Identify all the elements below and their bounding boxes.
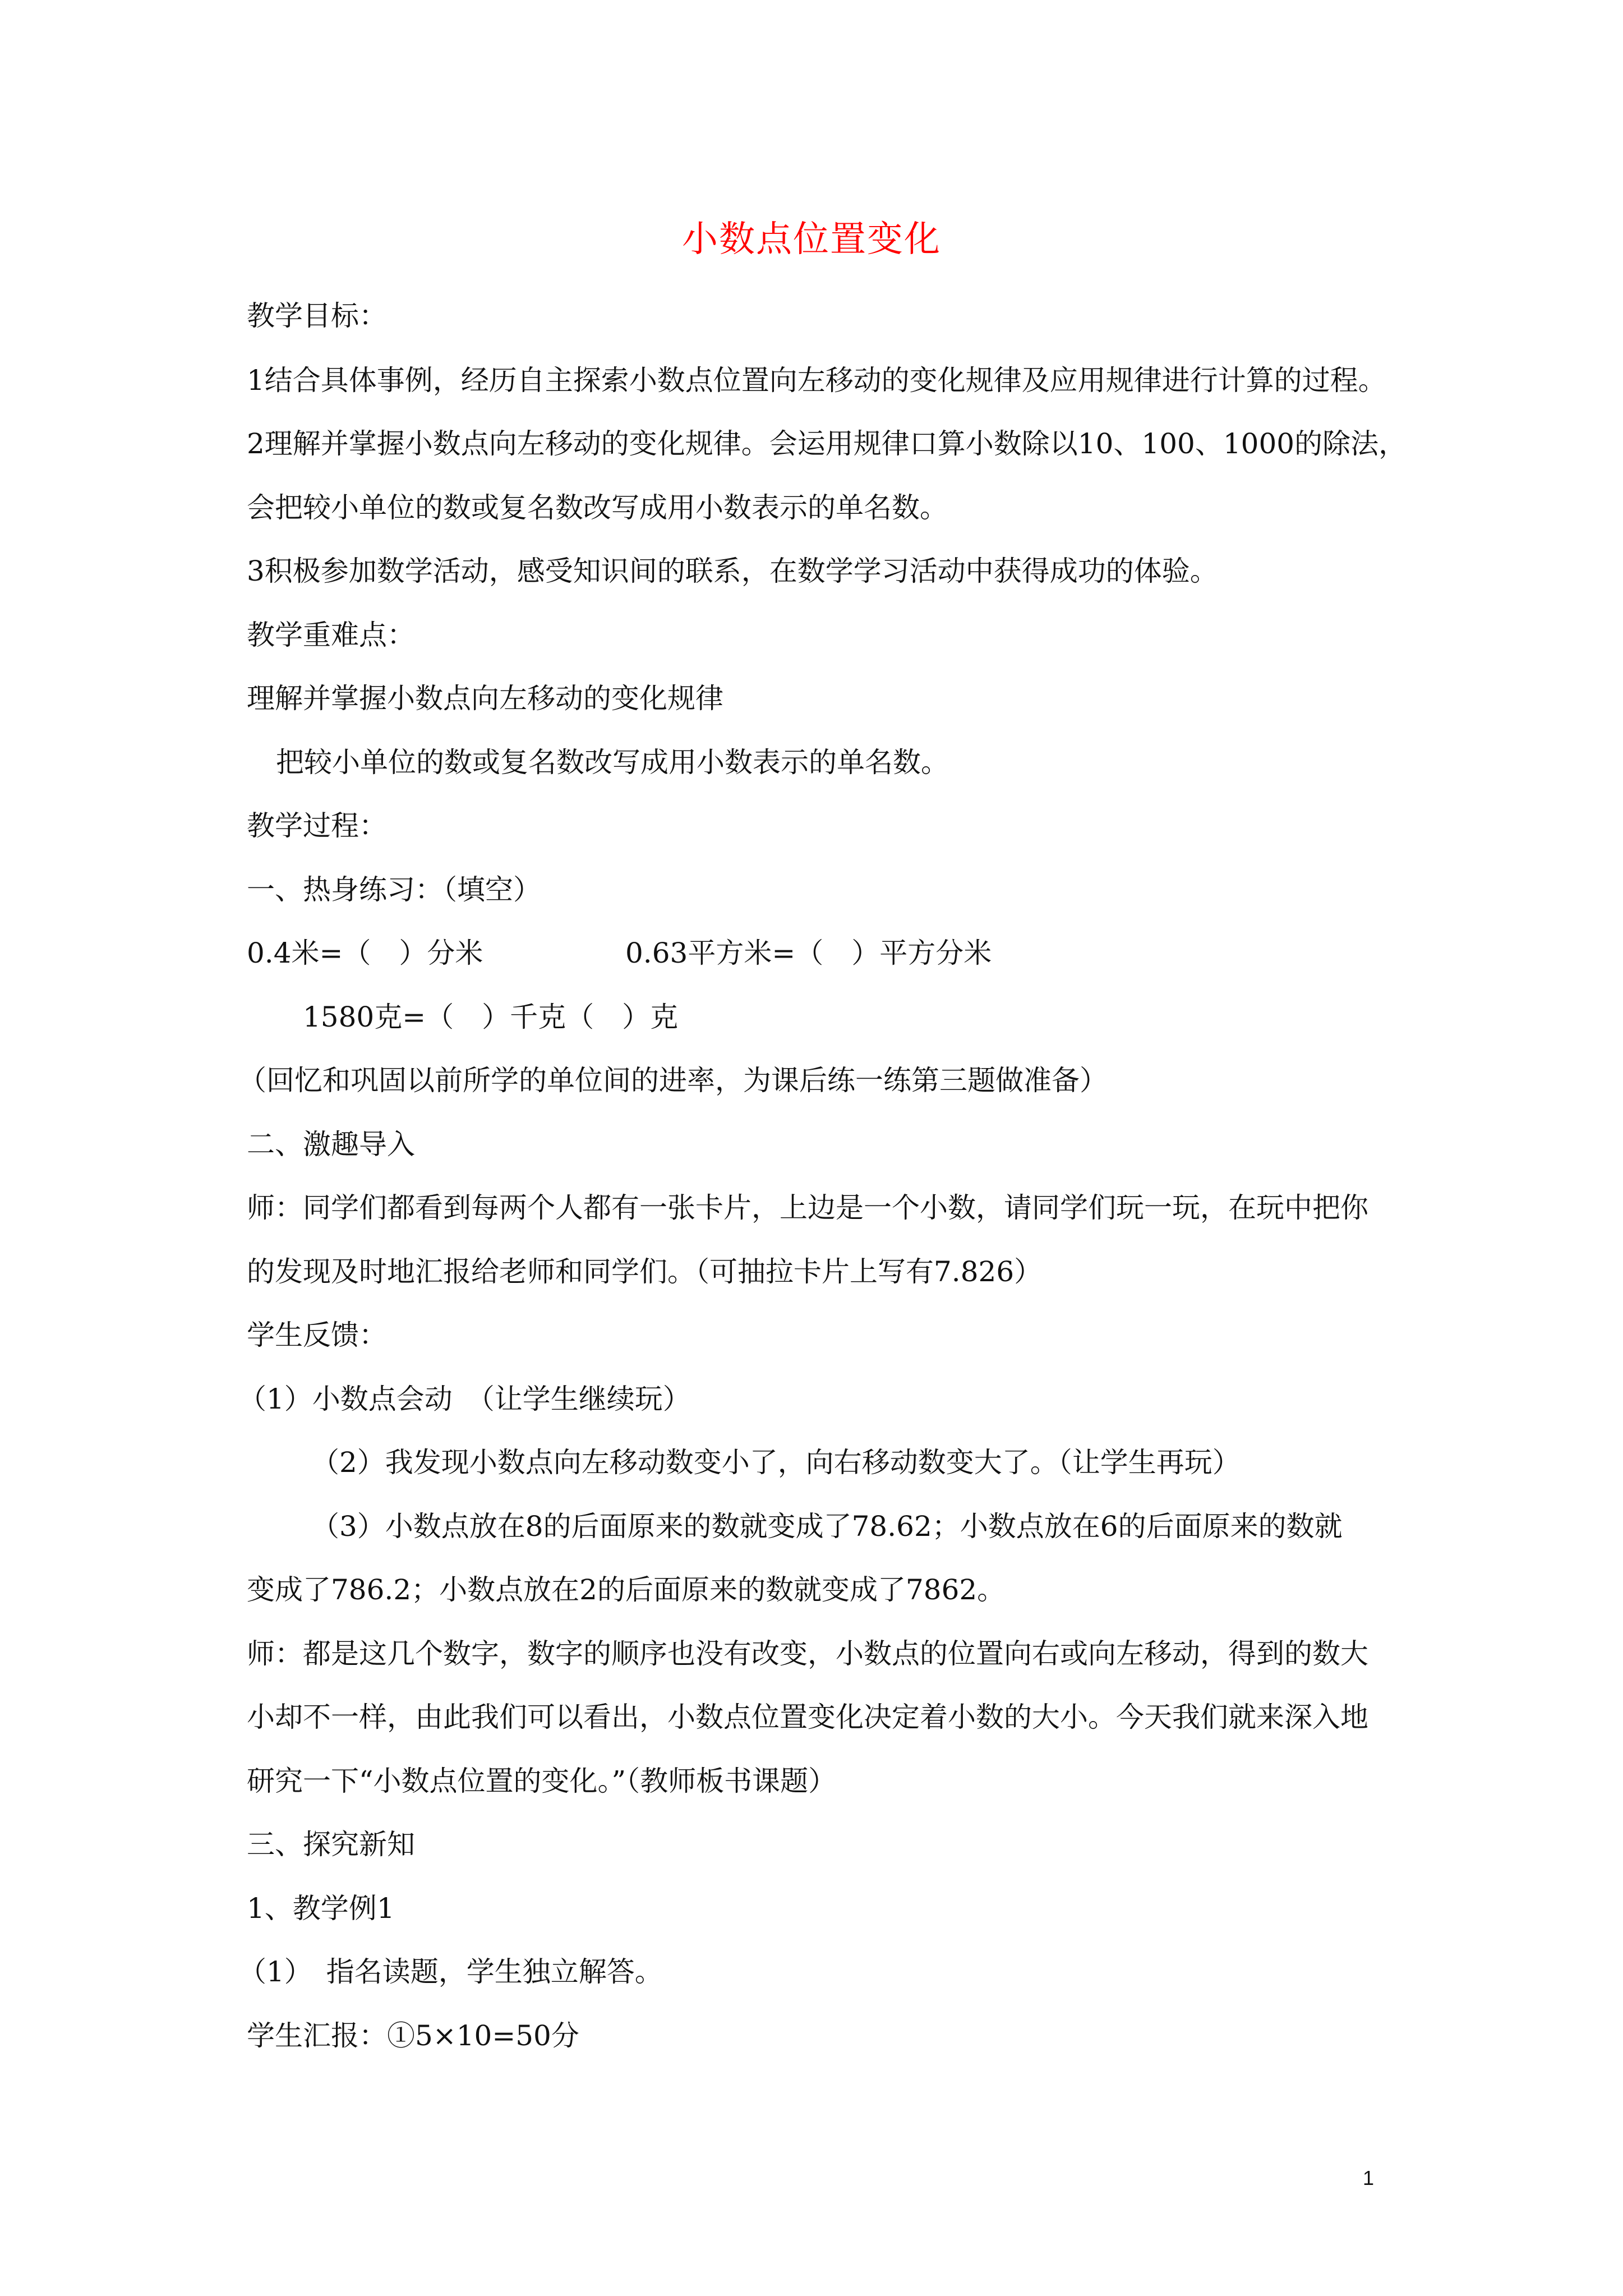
example-1-step-1: （1） 指名读题，学生独立解答。 [238,1955,663,1988]
key-point-2: 把较小单位的数或复名数改写成用小数表示的单名数。 [276,746,949,779]
feedback-item-3: （3）小数点放在8的后面原来的数就变成了78.62；小数点放在6的后面原来的数就 [311,1510,1343,1543]
teacher-paragraph-1-continued: 的发现及时地汇报给老师和同学们。（可抽拉卡片上写有7.826） [247,1255,1043,1288]
objective-1: 1结合具体事例，经历自主探索小数点位置向左移动的变化规律及应用规律进行计算的过程。 [247,364,1386,397]
step-2-heading: 二、激趣导入 [247,1128,415,1161]
feedback-item-2: （2）我发现小数点向左移动数变小了，向右移动数变大了。（让学生再玩） [311,1446,1241,1479]
exercise-item-3: 1580克=（ ）千克（ ）克 [303,1001,679,1033]
step-3-heading: 三、探究新知 [247,1828,415,1861]
teacher-paragraph-2: 师：都是这几个数字，数字的顺序也没有改变，小数点的位置向右或向左移动，得到的数大 [247,1637,1368,1670]
objective-3: 3积极参加数学活动，感受知识间的联系，在数学学习活动中获得成功的体验。 [247,555,1218,587]
feedback-item-1: （1）小数点会动 （让学生继续玩） [238,1383,691,1415]
student-feedback-heading: 学生反馈： [247,1319,387,1351]
section-heading-objectives: 教学目标： [247,300,387,332]
teacher-paragraph-2-line-2: 小却不一样，由此我们可以看出，小数点位置变化决定着小数的大小。今天我们就来深入地 [247,1701,1368,1733]
example-1-heading: 1、教学例1 [247,1892,395,1925]
exercise-item-1: 0.4米=（ ）分米 [247,937,483,969]
teacher-paragraph-2-line-3: 研究一下“小数点位置的变化。”（教师板书课题） [247,1765,837,1797]
exercise-note: （回忆和巩固以前所学的单位间的进率，为课后练一练第三题做准备） [238,1064,1108,1097]
exercise-item-2: 0.63平方米=（ ）平方分米 [625,937,992,969]
document-title: 小数点位置变化 [682,219,941,260]
key-point-1: 理解并掌握小数点向左移动的变化规律 [247,682,723,715]
section-heading-process: 教学过程： [247,809,387,842]
objective-2: 2理解并掌握小数点向左移动的变化规律。会运用规律口算小数除以10、100、1000的除法， [247,427,1407,460]
section-heading-key-points: 教学重难点： [247,619,415,651]
student-report: 学生汇报：①5×10=50分 [247,2019,579,2052]
page-number: 1 [1363,2166,1375,2189]
step-1-heading: 一、热身练习：（填空） [247,873,541,906]
feedback-item-3-continued: 变成了786.2；小数点放在2的后面原来的数就变成了7862。 [247,1573,1006,1606]
objective-2-continued: 会把较小单位的数或复名数改写成用小数表示的单名数。 [247,491,948,524]
teacher-paragraph-1: 师：同学们都看到每两个人都有一张卡片，上边是一个小数，请同学们玩一玩，在玩中把你 [247,1191,1368,1224]
